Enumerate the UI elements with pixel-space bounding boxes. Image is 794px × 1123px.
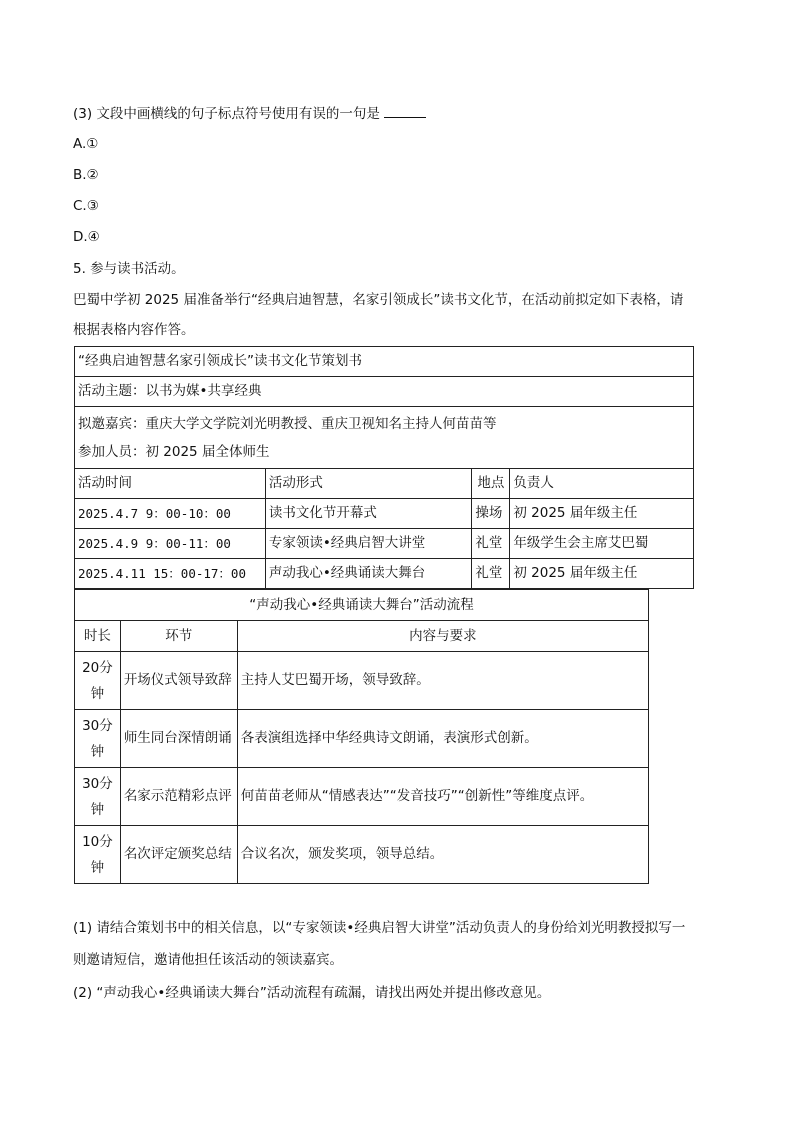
flow-header-duration: 时长 xyxy=(75,621,121,652)
plan-row-owner: 初 2025 届年级主任 xyxy=(510,559,694,589)
plan-header-place: 地点 xyxy=(472,469,510,499)
flow-row-content: 合议名次，颁发奖项，领导总结。 xyxy=(237,826,648,884)
flow-row-stage: 师生同台深情朗诵 xyxy=(120,710,237,768)
flow-title-row xyxy=(75,590,649,621)
flow-row-stage: 名家示范精彩点评 xyxy=(120,768,237,826)
flow-row-duration: 20分钟 xyxy=(75,652,121,710)
plan-header-owner: 负责人 xyxy=(510,469,694,499)
flow-header-content: 内容与要求 xyxy=(237,621,648,652)
flow-header-row xyxy=(75,621,649,652)
plan-header-row xyxy=(75,469,694,499)
flow-table xyxy=(74,589,649,884)
table-row xyxy=(75,529,694,559)
plan-row-form: 读书文化节开幕式 xyxy=(265,499,472,529)
question-5-title: 5. 参与读书活动。 xyxy=(73,261,185,277)
plan-header-form: 活动形式 xyxy=(265,469,472,499)
option-c: C.③ xyxy=(73,198,99,214)
flow-row-content: 各表演组选择中华经典诗文朗诵，表演形式创新。 xyxy=(237,710,648,768)
plan-table xyxy=(74,346,694,589)
plan-title: “经典启迪智慧名家引领成长”读书文化节策划书 xyxy=(75,347,694,377)
plan-theme: 活动主题：以书为媒•共享经典 xyxy=(75,377,694,407)
question-5-intro-line1: 巴蜀中学初 2025 届准备举行“经典启迪智慧，名家引领成长”读书文化节，在活动前拟定如下表格，请 xyxy=(73,292,684,308)
option-b: B.② xyxy=(73,167,99,183)
question-5-intro-line2: 根据表格内容作答。 xyxy=(73,322,195,338)
table-row xyxy=(75,559,694,589)
plan-guests: 拟邀嘉宾：重庆大学文学院刘光明教授、重庆卫视知名主持人何苗苗等 xyxy=(78,416,497,432)
plan-guests-row xyxy=(75,407,694,469)
flow-title: “声动我心•经典诵读大舞台”活动流程 xyxy=(75,590,649,621)
plan-row-form: 声动我心•经典诵读大舞台 xyxy=(265,559,472,589)
plan-participants: 参加人员：初 2025 届全体师生 xyxy=(78,444,270,460)
plan-row-time: 2025.4.9 9：00-11：00 xyxy=(75,529,266,559)
flow-row-stage: 名次评定颁奖总结 xyxy=(120,826,237,884)
table-row xyxy=(75,826,649,884)
plan-row-owner: 初 2025 届年级主任 xyxy=(510,499,694,529)
table-row xyxy=(75,652,649,710)
plan-row-place: 礼堂 xyxy=(472,529,510,559)
flow-row-stage: 开场仪式领导致辞 xyxy=(120,652,237,710)
sub-question-2: (2) “声动我心•经典诵读大舞台”活动流程有疏漏，请找出两处并提出修改意见。 xyxy=(73,985,551,1001)
flow-row-duration: 30分钟 xyxy=(75,710,121,768)
plan-row-owner: 年级学生会主席艾巴蜀 xyxy=(510,529,694,559)
question-3-stem xyxy=(73,105,426,122)
plan-row-place: 操场 xyxy=(472,499,510,529)
plan-title-row xyxy=(75,347,694,377)
plan-row-place: 礼堂 xyxy=(472,559,510,589)
option-a: A.① xyxy=(73,136,99,152)
flow-row-content: 主持人艾巴蜀开场，领导致辞。 xyxy=(237,652,648,710)
flow-header-stage: 环节 xyxy=(120,621,237,652)
flow-row-duration: 30分钟 xyxy=(75,768,121,826)
plan-theme-row xyxy=(75,377,694,407)
plan-guests-cell xyxy=(75,407,694,469)
table-row xyxy=(75,710,649,768)
option-d: D.④ xyxy=(73,229,100,245)
plan-row-time: 2025.4.7 9：00-10：00 xyxy=(75,499,266,529)
plan-row-form: 专家领读•经典启智大讲堂 xyxy=(265,529,472,559)
sub-question-1-line1: (1) 请结合策划书中的相关信息，以“专家领读•经典启智大讲堂”活动负责人的身份给刘光明教授拟写一 xyxy=(73,920,686,936)
plan-header-time: 活动时间 xyxy=(75,469,266,499)
answer-blank xyxy=(384,105,426,118)
flow-row-content: 何苗苗老师从“情感表达”“发音技巧”“创新性”等维度点评。 xyxy=(237,768,648,826)
plan-row-time: 2025.4.11 15：00-17：00 xyxy=(75,559,266,589)
sub-question-1-line2: 则邀请短信，邀请他担任该活动的领读嘉宾。 xyxy=(73,952,343,968)
table-row xyxy=(75,768,649,826)
question-3-text: (3) 文段中画横线的句子标点符号使用有误的一句是 xyxy=(73,106,380,122)
table-row xyxy=(75,499,694,529)
flow-row-duration: 10分钟 xyxy=(75,826,121,884)
